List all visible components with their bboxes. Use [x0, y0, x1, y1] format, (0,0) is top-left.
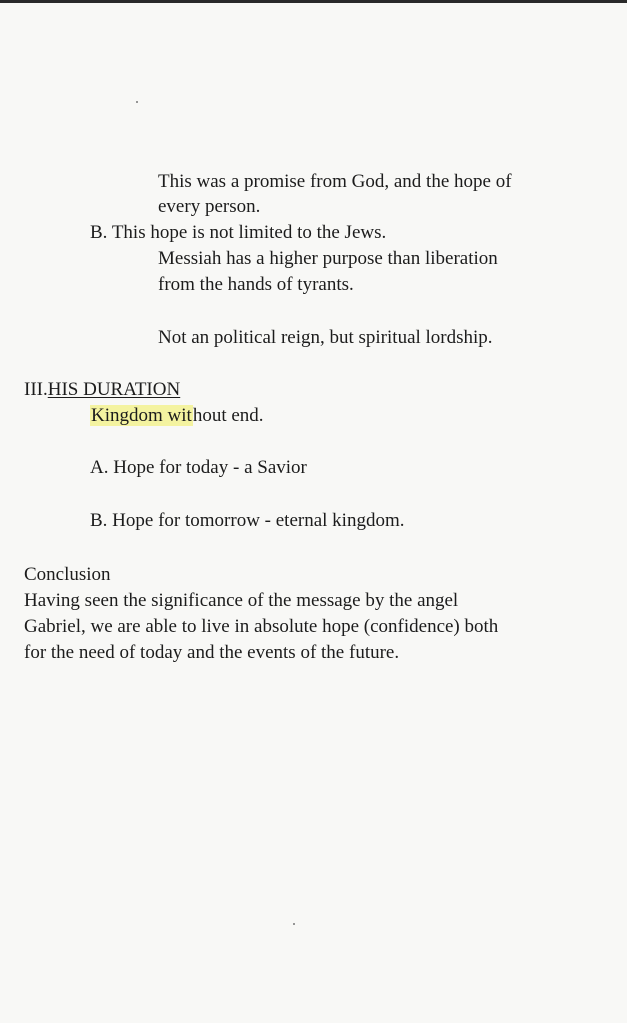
conclusion-heading: Conclusion [24, 564, 111, 585]
paper-speck [136, 101, 138, 103]
hope-today-line: A. Hope for today - a Savior [90, 457, 307, 478]
not-political-line: Not an political reign, but spiritual lordship. [158, 327, 493, 348]
highlighted-text: Kingdom wit [91, 405, 192, 426]
conclusion-line-1: Having seen the significance of the message by the angel [24, 590, 459, 611]
section-title: HIS DURATION [47, 379, 181, 400]
point-b-jews: B. This hope is not limited to the Jews. [90, 222, 387, 243]
paper-speck [293, 923, 295, 925]
promise-line-2: every person. [158, 196, 261, 217]
messiah-line-2: from the hands of tyrants. [158, 274, 354, 295]
section-number: III. [24, 379, 48, 400]
messiah-line-1: Messiah has a higher purpose than liberation [158, 248, 498, 269]
conclusion-line-2: Gabriel, we are able to live in absolute hope (confidence) both [24, 616, 499, 637]
conclusion-line-3: for the need of today and the events of the future. [24, 642, 400, 663]
kingdom-line [90, 404, 264, 428]
promise-line-1: This was a promise from God, and the hope of [158, 171, 512, 192]
kingdom-rest-text: hout end. [192, 405, 264, 426]
section-three-heading [24, 378, 180, 402]
hope-tomorrow-line: B. Hope for tomorrow - eternal kingdom. [90, 510, 405, 531]
